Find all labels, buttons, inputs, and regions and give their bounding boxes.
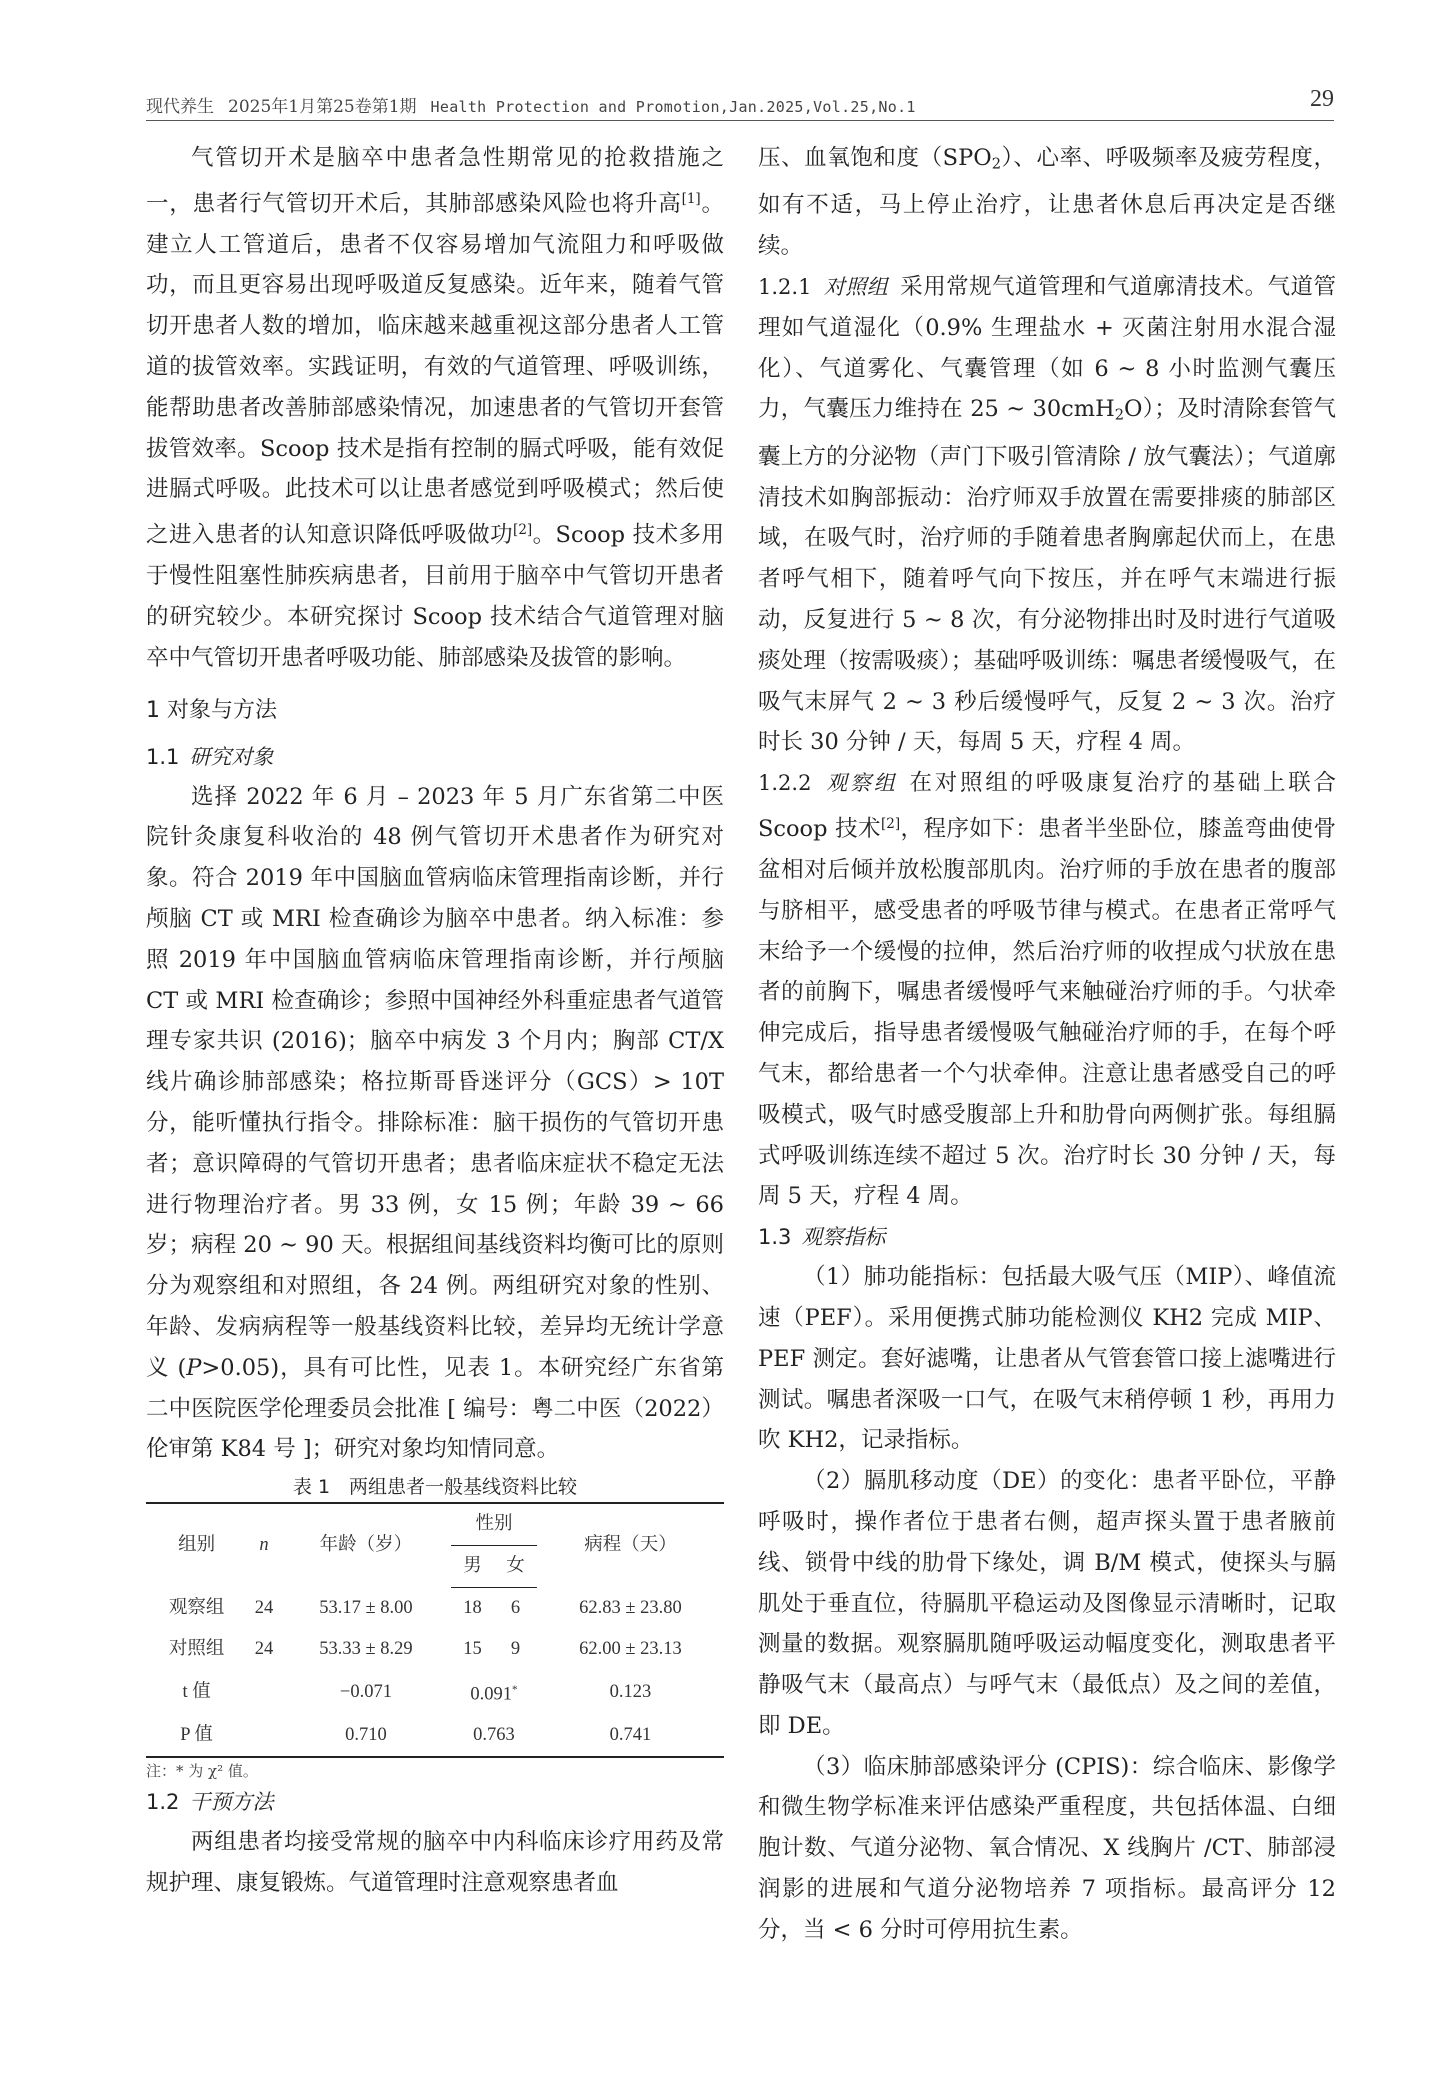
left-column	[146, 138, 724, 1904]
reference-1: [1]	[681, 190, 701, 207]
indicator-1-paragraph: （1）肺功能指标：包括最大吸气压（MIP）、峰值流速（PEF）。采用便携式肺功能检测仪 KH2 完成 MIP、PEF 测定。套好滤嘴，让患者从气管套管口接上滤嘴进行测试。嘱患者深吸一口气，在吸气末稍停顿 1 秒，再用力吹 KH2，记录指标。	[758, 1264, 1336, 1454]
col-header-sex: 性别	[451, 1503, 537, 1545]
col-header-male: 男	[451, 1545, 494, 1587]
col-header-course: 病程（天）	[537, 1503, 724, 1587]
col-header-group: 组别	[146, 1503, 247, 1587]
section-heading-1-2-2: 1.2.2 观察组	[758, 771, 898, 796]
intervention-paragraph: 两组患者均接受常规的脑卒中内科临床诊疗用药及常规护理、康复锻炼。气道管理时注意观察患者血	[146, 1829, 724, 1896]
issue-cn: 2025年1月第25卷第1期	[228, 97, 417, 117]
continued-paragraph: 压、血氧饱和度$(SPO_2)$、心率、呼吸频率及疲劳程度，如有不适，马上停止治疗，让患者休息后再决定是否继续。	[758, 145, 1336, 260]
table-row: 观察组 24 53.17 ± 8.00 18 6 62.83 ± 23.80	[168, 1597, 682, 1618]
journal-name-cn: 现代养生	[146, 97, 214, 117]
right-column	[758, 138, 1336, 1951]
table-row-p: P 值 0.710 0.763 0.741	[146, 1715, 724, 1757]
col-header-n: n	[247, 1503, 281, 1587]
page-number: 29	[1310, 86, 1334, 112]
journal-info	[146, 92, 930, 117]
table-row-t: t 值 −0.071 0.091* 0.123	[182, 1682, 652, 1705]
section-heading-1-3: 1.3 观察指标	[758, 1225, 886, 1250]
reference-2: [2]	[513, 522, 533, 539]
journal-name-en: Health Protection and Promotion,Jan.2025,Vol.25,No.1	[430, 98, 916, 116]
col-header-female: 女	[494, 1545, 537, 1587]
col-header-age: 年龄（岁）	[281, 1503, 451, 1587]
running-header	[146, 86, 1334, 121]
indicator-2-paragraph: （2）膈肌移动度（DE）的变化：患者平卧位，平静呼吸时，操作者位于患者右侧，超声探头置于患者腋前线、锁骨中线的肋骨下缘处，调 B/M 模式，使探头与膈肌处于垂直位，待膈肌平稳运动及图像显示清晰时，记取测量的数据。观察膈肌随呼吸运动幅度变化，测取患者平静吸气末（最高点）与呼气末（最低点）及之间的差值，即 DE。	[758, 1468, 1336, 1739]
indicator-3-paragraph: （3）临床肺部感染评分 (CPIS)：综合临床、影像学和微生物学标准来评估感染严重程度，共包括体温、白细胞计数、气道分泌物、氧合情况、X 线胸片 /CT、肺部浸润影的进展和气道分泌物培养 7 项指标。最高评分 12 分，当 < 6 分时可停用抗生素。	[758, 1753, 1336, 1943]
reference-2b: [2]	[880, 816, 901, 833]
observation-group-paragraph: 1.2.2 观察组 在对照组的呼吸康复治疗的基础上联合 Scoop 技术[2]，程序如下：患者半坐卧位，膝盖弯曲使骨盆相对后倾并放松腹部肌肉。治疗师的手放在患者的腹部与脐相平，感受患者的呼吸节律与模式。在患者正常呼气末给予一个缓慢的拉伸，然后治疗师的收捏成勺状放在患者的前胸下，嘱患者缓慢呼气来触碰治疗师的手。勺状牵伸完成后，指导患者缓慢吸气触碰治疗师的手，在每个呼气末，都给患者一个勺状牵伸。注意让患者感受自己的呼吸模式，吸气时感受腹部上升和肋骨向两侧扩张。每组膈式呼吸训练连续不超过 5 次。治疗时长 30 分钟 / 天，每周 5 天，疗程 4 周。	[758, 770, 1336, 1210]
table-1	[146, 1502, 724, 1758]
table-row: 对照组 24 53.33 ± 8.29 15 9 62.00 ± 23.13	[168, 1638, 682, 1659]
section-heading-1-2-1: 1.2.1 对照组	[758, 275, 889, 300]
intro-paragraph: 气管切开术是脑卒中患者急性期常见的抢救措施之一，患者行气管切开术后，其肺部感染风险也将升高[1]。建立人工管道后，患者不仅容易增加气流阻力和呼吸做功，而且更容易出现呼吸道反复感染。近年来，随着气管切开患者人数的增加，临床越来越重视这部分患者人工管道的拔管效率。实践证明，有效的气道管理、呼吸训练，能帮助患者改善肺部感染情况，加速患者的气管切开套管拔管效率。Scoop 技术是指有控制的膈式呼吸，能有效促进膈式呼吸。此技术可以让患者感觉到呼吸模式；然后使之进入患者的认知意识降低呼吸做功[2]。Scoop 技术多用于慢性阻塞性肺疾病患者，目前用于脑卒中气管切开患者的研究较少。本研究探讨 Scoop 技术结合气道管理对脑卒中气管切开患者呼吸功能、肺部感染及拔管的影响。	[146, 145, 724, 671]
table-note: 注：* 为 χ² 值。	[146, 1762, 258, 1781]
section-heading-1-1: 1.1 研究对象	[146, 744, 274, 769]
section-heading-1: 1 对象与方法	[146, 697, 277, 723]
objects-paragraph: 选择 2022 年 6 月 – 2023 年 5 月广东省第二中医院针灸康复科收治的 48 例气管切开术患者作为研究对象。符合 2019 年中国脑血管病临床管理指南诊断，并行颅脑 CT 或 MRI 检查确诊为脑卒中患者。纳入标准：参照 2019 年中国脑血管病临床管理指南诊断，并行颅脑 CT 或 MRI 检查确诊；参照中国神经外科重症患者气道管理专家共识 (2016)；脑卒中病发 3 个月内；胸部 CT/X 线片确诊肺部感染；格拉斯哥昏迷评分（GCS）> 10T 分，能听懂执行指令。排除标准：脑干损伤的气管切开患者；意识障碍的气管切开患者；患者临床症状不稳定无法进行物理治疗者。男 33 例，女 15 例；年龄 39 ~ 66 岁；病程 20 ~ 90 天。根据组间基线资料均衡可比的原则分为观察组和对照组，各 24 例。两组研究对象的性别、年龄、发病病程等一般基线资料比较，差异均无统计学意义 (P>0.05)，具有可比性，见表 1。本研究经广东省第二中医院医学伦理委员会批准 [ 编号：粤二中医（2022）伦审第 K84 号 ]；研究对象均知情同意。	[146, 783, 724, 1463]
control-group-paragraph: 1.2.1 对照组 采用常规气道管理和气道廓清技术。气道管理如气道湿化（0.9% 生理盐水 + 灭菌注射用水混合湿化）、气道雾化、气囊管理（如 6 ~ 8 小时监测气囊压力，气囊压力维持在 25 ~ 30cmH$_2$O）；及时清除套管气囊上方的分泌物（声门下吸引管清除 / 放气囊法）；气道廓清技术如胸部振动：治疗师双手放置在需要排痰的肺部区域，在吸气时，治疗师的手随着患者胸廓起伏而上，在患者呼气相下，随着呼气向下按压，并在呼气末端进行振动，反复进行 5 ~ 8 次，有分泌物排出时及时进行气道吸痰处理（按需吸痰）；基础呼吸训练：嘱患者缓慢吸气，在吸气末屏气 2 ~ 3 秒后缓慢呼气，反复 2 ~ 3 次。治疗时长 30 分钟 / 天，每周 5 天，疗程 4 周。	[758, 274, 1336, 756]
table-1-title: 表 1 两组患者一般基线资料比较	[292, 1476, 578, 1499]
section-heading-1-2: 1.2 干预方法	[146, 1790, 274, 1815]
